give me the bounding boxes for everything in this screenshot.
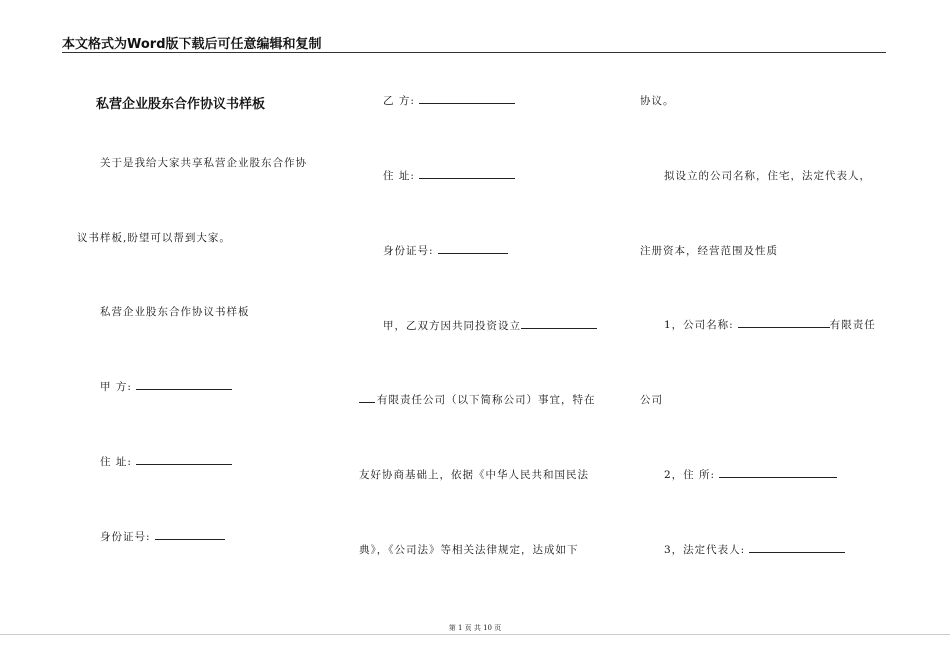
header-divider bbox=[62, 52, 886, 53]
agreement-para-text-1: 甲，乙双方因共同投资设立 bbox=[383, 320, 521, 332]
party-b-field bbox=[383, 93, 515, 108]
address-b-field bbox=[383, 168, 515, 183]
id-a-blank bbox=[155, 529, 225, 540]
intro-line-1: 关于是我给大家共享私营企业股东合作协 bbox=[100, 157, 307, 169]
agreement-para-line-3: 友好协商基础上，依据《中华人民共和国民法 bbox=[359, 469, 589, 481]
item-1-continuation: 公司 bbox=[640, 394, 663, 406]
id-b-field bbox=[383, 243, 508, 258]
company-name-blank bbox=[521, 318, 597, 329]
company-prefix-blank bbox=[359, 392, 375, 403]
item-1-field bbox=[664, 317, 876, 332]
party-a-field bbox=[100, 379, 232, 394]
id-a-field bbox=[100, 529, 225, 544]
item-2-label: 2，住 所: bbox=[664, 469, 716, 481]
item-1-blank bbox=[738, 317, 830, 328]
agreement-para-line-4: 典》，《公司法》等相关法律规定，达成如下 bbox=[359, 544, 579, 556]
item-3-label: 3，法定代表人: bbox=[664, 544, 746, 556]
id-a-label: 身份证号: bbox=[100, 531, 151, 543]
party-b-label: 乙 方: bbox=[383, 95, 415, 107]
document-banner: 本文格式为Word版下载后可任意编辑和复制 bbox=[62, 37, 322, 52]
col3-line-3: 注册资本，经营范围及性质 bbox=[640, 245, 778, 257]
item-3-blank bbox=[749, 542, 845, 553]
address-a-label: 住 址: bbox=[100, 456, 132, 468]
party-a-label: 甲 方: bbox=[100, 381, 132, 393]
page-number: 第 1 页 共 10 页 bbox=[448, 624, 502, 632]
footer-divider bbox=[0, 634, 950, 635]
section-subtitle: 私营企业股东合作协议书样板 bbox=[100, 306, 250, 318]
address-b-blank bbox=[419, 168, 515, 179]
col3-line-1: 协议。 bbox=[640, 95, 675, 107]
intro-line-2: 议书样板,盼望可以帮到大家。 bbox=[77, 232, 231, 244]
agreement-para-text-2: 有限责任公司（以下简称公司）事宜，特在 bbox=[377, 394, 596, 406]
document-title: 私营企业股东合作协议书样板 bbox=[96, 97, 266, 112]
item-3-field bbox=[664, 542, 845, 557]
item-2-blank bbox=[719, 467, 837, 478]
address-b-label: 住 址: bbox=[383, 170, 415, 182]
item-1-suffix: 有限责任 bbox=[829, 319, 876, 331]
party-b-blank bbox=[419, 93, 515, 104]
id-b-blank bbox=[438, 243, 508, 254]
party-a-blank bbox=[136, 379, 232, 390]
item-2-field bbox=[664, 467, 837, 482]
address-a-blank bbox=[136, 454, 232, 465]
id-b-label: 身份证号: bbox=[383, 245, 434, 257]
agreement-para-line-2 bbox=[359, 392, 596, 407]
col3-line-2: 拟设立的公司名称，住宅，法定代表人， bbox=[664, 170, 871, 182]
agreement-para-line-1 bbox=[383, 318, 597, 333]
item-1-label: 1，公司名称: bbox=[664, 319, 734, 331]
address-a-field bbox=[100, 454, 232, 469]
